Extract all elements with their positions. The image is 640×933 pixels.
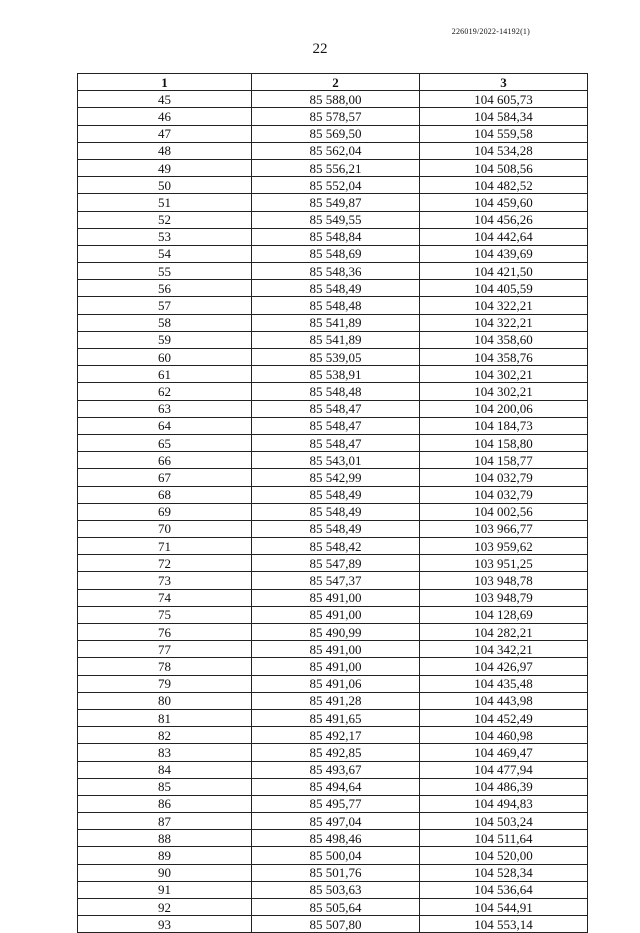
table-row — [78, 916, 588, 933]
table-row — [78, 572, 588, 589]
table-row — [78, 727, 588, 744]
table-cell: 60 — [78, 349, 252, 366]
table-cell: 103 966,77 — [420, 520, 588, 537]
table-cell: 80 — [78, 692, 252, 709]
table-cell: 104 460,98 — [420, 727, 588, 744]
table-cell: 85 548,48 — [252, 383, 420, 400]
table-cell: 53 — [78, 228, 252, 245]
table-body — [78, 91, 588, 933]
table-row — [78, 417, 588, 434]
table-cell: 85 491,06 — [252, 675, 420, 692]
table-cell: 85 493,67 — [252, 761, 420, 778]
table-cell: 104 486,39 — [420, 778, 588, 795]
table-cell: 61 — [78, 366, 252, 383]
table-cell: 86 — [78, 795, 252, 812]
table-row — [78, 211, 588, 228]
table-cell: 104 421,50 — [420, 263, 588, 280]
table-cell: 85 547,89 — [252, 555, 420, 572]
table-row — [78, 606, 588, 623]
table-row — [78, 159, 588, 176]
column-header: 1 — [78, 74, 252, 91]
table-cell: 83 — [78, 744, 252, 761]
table-cell: 85 507,80 — [252, 916, 420, 933]
table-cell: 84 — [78, 761, 252, 778]
table-cell: 103 951,25 — [420, 555, 588, 572]
table-row — [78, 830, 588, 847]
table-cell: 70 — [78, 520, 252, 537]
table-cell: 92 — [78, 899, 252, 916]
table-cell: 104 494,83 — [420, 795, 588, 812]
table-cell: 47 — [78, 125, 252, 142]
table-cell: 71 — [78, 538, 252, 555]
table-cell: 85 491,00 — [252, 606, 420, 623]
table-cell: 51 — [78, 194, 252, 211]
table-cell: 66 — [78, 452, 252, 469]
table-row — [78, 744, 588, 761]
table-cell: 104 477,94 — [420, 761, 588, 778]
table-cell: 104 200,06 — [420, 400, 588, 417]
table-cell: 48 — [78, 142, 252, 159]
table-cell: 104 032,79 — [420, 469, 588, 486]
table-cell: 89 — [78, 847, 252, 864]
table-cell: 85 542,99 — [252, 469, 420, 486]
table-cell: 104 405,59 — [420, 280, 588, 297]
table-cell: 85 549,55 — [252, 211, 420, 228]
table-cell: 85 548,36 — [252, 263, 420, 280]
table-cell: 85 — [78, 778, 252, 795]
table-row — [78, 314, 588, 331]
table-cell: 104 443,98 — [420, 692, 588, 709]
table-cell: 85 556,21 — [252, 159, 420, 176]
table-cell: 85 501,76 — [252, 864, 420, 881]
table-cell: 104 002,56 — [420, 503, 588, 520]
table-cell: 59 — [78, 331, 252, 348]
table-cell: 104 534,28 — [420, 142, 588, 159]
table-cell: 85 543,01 — [252, 452, 420, 469]
table-row — [78, 400, 588, 417]
table-row — [78, 641, 588, 658]
table-cell: 104 128,69 — [420, 606, 588, 623]
table-cell: 56 — [78, 280, 252, 297]
table-cell: 104 544,91 — [420, 899, 588, 916]
table-cell: 85 491,65 — [252, 709, 420, 726]
table-cell: 85 548,47 — [252, 417, 420, 434]
table-cell: 104 503,24 — [420, 813, 588, 830]
table-cell: 104 435,48 — [420, 675, 588, 692]
table-row — [78, 520, 588, 537]
table-cell: 104 302,21 — [420, 366, 588, 383]
table-cell: 85 491,28 — [252, 692, 420, 709]
table-row — [78, 366, 588, 383]
column-header: 2 — [252, 74, 420, 91]
table-cell: 64 — [78, 417, 252, 434]
table-cell: 85 569,50 — [252, 125, 420, 142]
table-cell: 85 491,00 — [252, 589, 420, 606]
column-header: 3 — [420, 74, 588, 91]
table-row — [78, 486, 588, 503]
table-row — [78, 709, 588, 726]
table-cell: 85 548,49 — [252, 520, 420, 537]
table-row — [78, 91, 588, 108]
table-row — [78, 555, 588, 572]
table-cell: 104 456,26 — [420, 211, 588, 228]
table-cell: 104 158,80 — [420, 434, 588, 451]
table-row — [78, 452, 588, 469]
table-cell: 58 — [78, 314, 252, 331]
table-row — [78, 469, 588, 486]
table-cell: 85 505,64 — [252, 899, 420, 916]
table-row — [78, 263, 588, 280]
table-row — [78, 795, 588, 812]
table-cell: 87 — [78, 813, 252, 830]
table-row — [78, 675, 588, 692]
page-number: 22 — [312, 41, 328, 57]
table-cell: 65 — [78, 434, 252, 451]
table-cell: 85 548,69 — [252, 245, 420, 262]
table-row — [78, 349, 588, 366]
table-cell: 57 — [78, 297, 252, 314]
table-cell: 75 — [78, 606, 252, 623]
table-row — [78, 864, 588, 881]
table-cell: 85 494,64 — [252, 778, 420, 795]
table-cell: 104 184,73 — [420, 417, 588, 434]
table-row — [78, 125, 588, 142]
table-cell: 76 — [78, 624, 252, 641]
table-cell: 104 439,69 — [420, 245, 588, 262]
table-cell: 104 511,64 — [420, 830, 588, 847]
table-cell: 85 500,04 — [252, 847, 420, 864]
table-cell: 63 — [78, 400, 252, 417]
table-row — [78, 194, 588, 211]
table-cell: 104 584,34 — [420, 108, 588, 125]
table-row — [78, 658, 588, 675]
table-cell: 85 548,49 — [252, 503, 420, 520]
table-cell: 85 548,48 — [252, 297, 420, 314]
table-cell: 104 459,60 — [420, 194, 588, 211]
table-cell: 85 492,17 — [252, 727, 420, 744]
table-cell: 104 452,49 — [420, 709, 588, 726]
table-cell: 104 322,21 — [420, 314, 588, 331]
table-cell: 104 553,14 — [420, 916, 588, 933]
table-cell: 104 508,56 — [420, 159, 588, 176]
table-cell: 90 — [78, 864, 252, 881]
table-cell: 85 578,57 — [252, 108, 420, 125]
table-cell: 85 541,89 — [252, 314, 420, 331]
table-cell: 72 — [78, 555, 252, 572]
table-row — [78, 142, 588, 159]
document-number: 226019/2022-14192(1) — [451, 27, 530, 36]
table-cell: 69 — [78, 503, 252, 520]
table-cell: 55 — [78, 263, 252, 280]
table-cell: 104 442,64 — [420, 228, 588, 245]
table-cell: 85 491,00 — [252, 658, 420, 675]
table-cell: 45 — [78, 91, 252, 108]
table-row — [78, 503, 588, 520]
table-cell: 85 548,47 — [252, 400, 420, 417]
table-cell: 85 548,84 — [252, 228, 420, 245]
table-row — [78, 813, 588, 830]
table-cell: 103 959,62 — [420, 538, 588, 555]
table-cell: 104 536,64 — [420, 881, 588, 898]
table-cell: 54 — [78, 245, 252, 262]
table-cell: 103 948,78 — [420, 572, 588, 589]
coordinates-table — [77, 73, 588, 933]
table-cell: 77 — [78, 641, 252, 658]
table-cell: 104 528,34 — [420, 864, 588, 881]
table-cell: 85 491,00 — [252, 641, 420, 658]
table-row — [78, 692, 588, 709]
table-row — [78, 177, 588, 194]
table-cell: 67 — [78, 469, 252, 486]
table-cell: 104 342,21 — [420, 641, 588, 658]
table-row — [78, 624, 588, 641]
table-cell: 78 — [78, 658, 252, 675]
table-cell: 85 497,04 — [252, 813, 420, 830]
table-cell: 52 — [78, 211, 252, 228]
table-cell: 104 282,21 — [420, 624, 588, 641]
table-cell: 91 — [78, 881, 252, 898]
table-cell: 104 469,47 — [420, 744, 588, 761]
table-row — [78, 847, 588, 864]
table-cell: 104 358,60 — [420, 331, 588, 348]
table-cell: 81 — [78, 709, 252, 726]
table-cell: 104 322,21 — [420, 297, 588, 314]
table-cell: 85 547,37 — [252, 572, 420, 589]
table-row — [78, 881, 588, 898]
table-cell: 62 — [78, 383, 252, 400]
table-cell: 85 538,91 — [252, 366, 420, 383]
table-row — [78, 899, 588, 916]
table-cell: 104 358,76 — [420, 349, 588, 366]
table-row — [78, 331, 588, 348]
table-cell: 50 — [78, 177, 252, 194]
table-row — [78, 383, 588, 400]
table-cell: 103 948,79 — [420, 589, 588, 606]
table-cell: 49 — [78, 159, 252, 176]
table-cell: 85 549,87 — [252, 194, 420, 211]
table-cell: 85 552,04 — [252, 177, 420, 194]
table-cell: 104 559,58 — [420, 125, 588, 142]
table-cell: 73 — [78, 572, 252, 589]
table-row — [78, 778, 588, 795]
table-row — [78, 245, 588, 262]
table-cell: 85 495,77 — [252, 795, 420, 812]
table-row — [78, 761, 588, 778]
table-cell: 82 — [78, 727, 252, 744]
table-cell: 46 — [78, 108, 252, 125]
table-cell: 88 — [78, 830, 252, 847]
table-row — [78, 434, 588, 451]
table-row — [78, 297, 588, 314]
table-cell: 85 541,89 — [252, 331, 420, 348]
table-cell: 104 520,00 — [420, 847, 588, 864]
table-cell: 85 548,47 — [252, 434, 420, 451]
table-cell: 104 032,79 — [420, 486, 588, 503]
table-row — [78, 589, 588, 606]
table-cell: 85 498,46 — [252, 830, 420, 847]
table-cell: 85 539,05 — [252, 349, 420, 366]
table-cell: 93 — [78, 916, 252, 933]
table-cell: 85 503,63 — [252, 881, 420, 898]
table-row — [78, 538, 588, 555]
table-cell: 104 605,73 — [420, 91, 588, 108]
table-cell: 74 — [78, 589, 252, 606]
table-row — [78, 280, 588, 297]
table-cell: 104 158,77 — [420, 452, 588, 469]
table-cell: 85 588,00 — [252, 91, 420, 108]
table-cell: 104 482,52 — [420, 177, 588, 194]
table-cell: 85 548,49 — [252, 486, 420, 503]
table-cell: 104 426,97 — [420, 658, 588, 675]
table-cell: 85 492,85 — [252, 744, 420, 761]
table-cell: 79 — [78, 675, 252, 692]
table-row — [78, 228, 588, 245]
table-cell: 85 548,42 — [252, 538, 420, 555]
table-cell: 104 302,21 — [420, 383, 588, 400]
table-cell: 85 562,04 — [252, 142, 420, 159]
table-row — [78, 108, 588, 125]
table-cell: 85 490,99 — [252, 624, 420, 641]
table-cell: 68 — [78, 486, 252, 503]
table-header-row — [78, 74, 588, 91]
table-cell: 85 548,49 — [252, 280, 420, 297]
